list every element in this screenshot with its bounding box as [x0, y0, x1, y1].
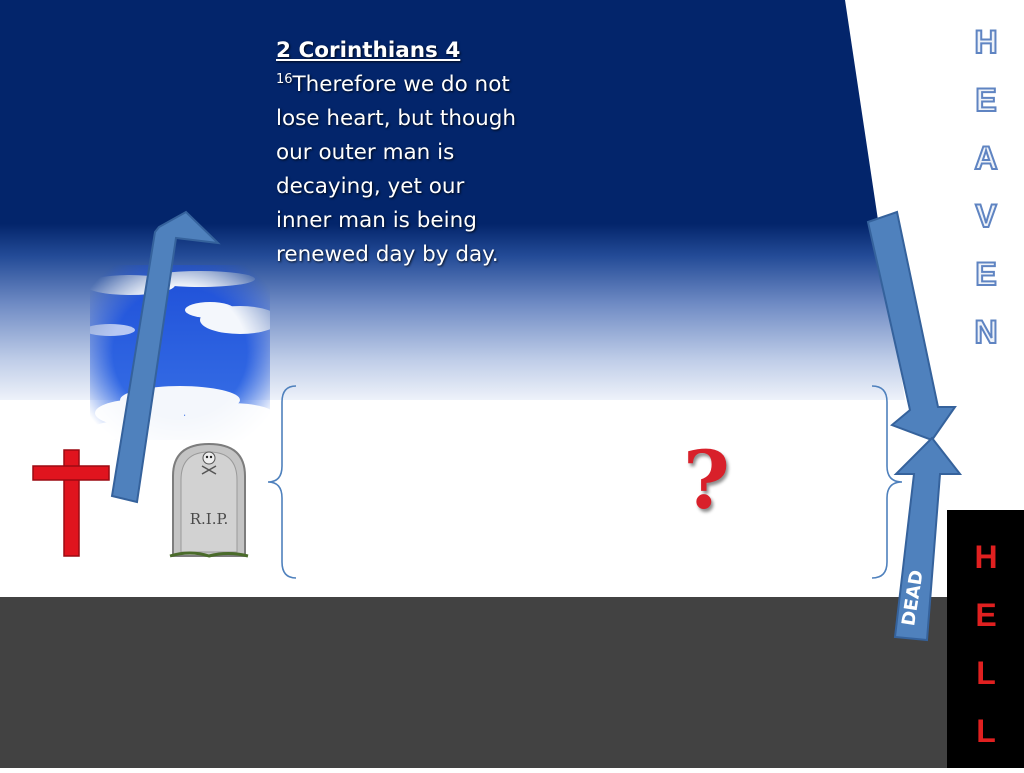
hell-letter: L — [976, 655, 996, 691]
right-brace — [872, 386, 902, 578]
left-brace — [268, 386, 296, 578]
heaven-down-arrow — [868, 212, 955, 440]
verse-number: 16 — [276, 71, 293, 87]
verse-text: Therefore we do not lose heart, but though our outer man is decaying, yet our inner man is being renewed day by day. — [276, 72, 517, 267]
heaven-letter: N — [974, 314, 998, 350]
heaven-word — [962, 26, 1010, 374]
hell-letter: E — [975, 597, 997, 633]
heaven-letter: E — [975, 256, 997, 292]
heaven-letter: V — [975, 198, 997, 234]
hell-word — [962, 541, 1010, 773]
tombstone-label: R.I.P. — [189, 510, 229, 528]
tombstone-icon — [170, 444, 248, 556]
heaven-letter: H — [974, 24, 998, 60]
heaven-letter: A — [974, 140, 998, 176]
question-mark: ? — [683, 433, 730, 527]
dead-label: DEAD — [898, 568, 928, 628]
hell-letter: L — [976, 713, 996, 749]
cross-icon — [33, 450, 109, 556]
verse-reference: 2 Corinthians 4 — [276, 38, 461, 63]
heaven-letter: E — [975, 82, 997, 118]
scripture-verse — [276, 34, 526, 272]
hell-letter: H — [974, 539, 998, 575]
